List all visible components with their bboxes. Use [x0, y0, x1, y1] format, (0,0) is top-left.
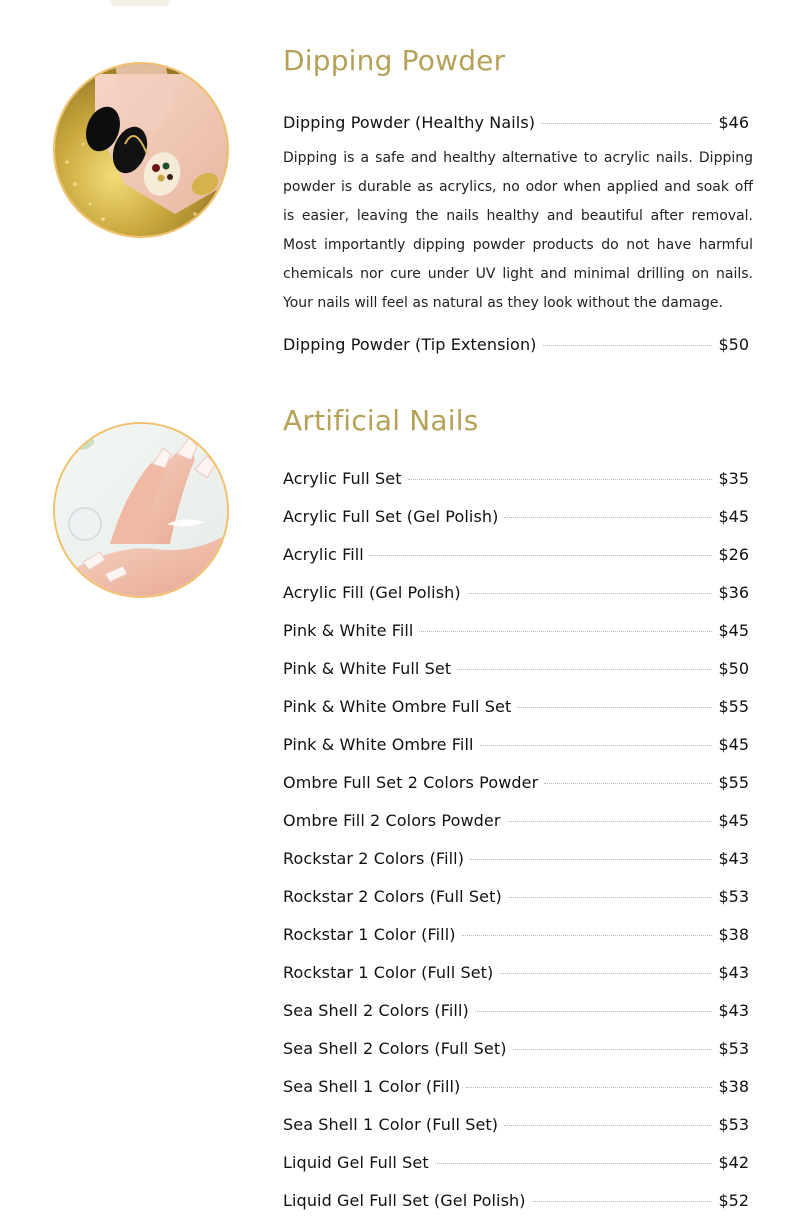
- item-price: $55: [718, 697, 749, 716]
- item-name: Liquid Gel Full Set: [283, 1153, 429, 1172]
- artificial-nails-content: [283, 400, 753, 1220]
- list-item: [283, 802, 749, 840]
- item-name: Pink & White Full Set: [283, 659, 452, 678]
- list-item: [283, 954, 749, 992]
- dotted-leader: [504, 1124, 712, 1126]
- item-name: Sea Shell 2 Colors (Fill): [283, 1001, 469, 1020]
- list-item: [283, 104, 749, 142]
- item-price: $46: [718, 113, 749, 132]
- item-name: Acrylic Fill: [283, 545, 364, 564]
- list-item: [283, 1144, 749, 1182]
- dipping-powder-photo: [53, 62, 229, 238]
- list-item: [283, 916, 749, 954]
- item-name: Ombre Full Set 2 Colors Powder: [283, 773, 539, 792]
- item-price: $50: [718, 335, 749, 354]
- dotted-leader: [470, 858, 712, 860]
- item-name: Rockstar 1 Color (Fill): [283, 925, 456, 944]
- item-name: Dipping Powder (Tip Extension): [283, 335, 537, 354]
- dotted-leader: [480, 744, 713, 746]
- item-name: Rockstar 2 Colors (Full Set): [283, 887, 502, 906]
- list-item: [283, 460, 749, 498]
- dipping-powder-list: [283, 104, 753, 364]
- list-item: [283, 1068, 749, 1106]
- list-item: [283, 878, 749, 916]
- item-name: Rockstar 1 Color (Full Set): [283, 963, 494, 982]
- list-item: [283, 1030, 749, 1068]
- item-name: Ombre Fill 2 Colors Powder: [283, 811, 501, 830]
- item-name: Sea Shell 1 Color (Full Set): [283, 1115, 499, 1134]
- list-item: [283, 326, 749, 364]
- item-name: Pink & White Fill: [283, 621, 414, 640]
- dotted-leader: [517, 706, 712, 708]
- item-price: $43: [718, 849, 749, 868]
- dotted-leader: [513, 1048, 713, 1050]
- dotted-leader: [475, 1010, 713, 1012]
- dotted-leader: [499, 972, 712, 974]
- list-item: [283, 992, 749, 1030]
- artificial-nails-photo: [53, 422, 229, 598]
- dipping-powder-content: [283, 40, 753, 364]
- item-name: Dipping Powder (Healthy Nails): [283, 113, 536, 132]
- item-price: $55: [718, 773, 749, 792]
- dotted-leader: [462, 934, 713, 936]
- dotted-leader: [504, 516, 712, 518]
- list-item: [283, 764, 749, 802]
- item-price: $53: [718, 1039, 749, 1058]
- item-name: Sea Shell 1 Color (Fill): [283, 1077, 461, 1096]
- top-decoration: [110, 0, 170, 6]
- item-price: $52: [718, 1191, 749, 1210]
- glitter-nails-image: [55, 64, 227, 236]
- list-item: [283, 688, 749, 726]
- list-item: [283, 1182, 749, 1220]
- dotted-leader: [408, 478, 713, 480]
- list-item: [283, 498, 749, 536]
- item-price: $42: [718, 1153, 749, 1172]
- item-price: $43: [718, 963, 749, 982]
- item-price: $45: [718, 735, 749, 754]
- list-item: [283, 1106, 749, 1144]
- acrylic-nails-image: [55, 424, 227, 596]
- section-title: Artificial Nails: [283, 404, 479, 437]
- dotted-leader: [544, 782, 712, 784]
- artificial-nails-list: [283, 460, 753, 1220]
- list-item: [283, 840, 749, 878]
- list-item: [283, 574, 749, 612]
- item-price: $36: [718, 583, 749, 602]
- dipping-powder-description: Dipping is a safe and healthy alternative to acrylic nails. Dipping powder is durable as acrylics, no odor when applied and soak off is easier, leaving the nails healthy and beautiful after removal. Most importantly dipping powder products do not have harmful chemicals nor cure under UV light and minimal drilling on nails. Your nails will feel as natural as they look without the damage.: [283, 150, 753, 311]
- dotted-leader: [466, 1086, 712, 1088]
- item-name: Rockstar 2 Colors (Fill): [283, 849, 465, 868]
- item-name: Sea Shell 2 Colors (Full Set): [283, 1039, 507, 1058]
- dotted-leader: [370, 554, 713, 556]
- item-name: Pink & White Ombre Full Set: [283, 697, 512, 716]
- item-price: $45: [718, 507, 749, 526]
- item-price: $53: [718, 887, 749, 906]
- dotted-leader: [541, 122, 712, 124]
- dotted-leader: [457, 668, 712, 670]
- section-title: Dipping Powder: [283, 44, 506, 77]
- item-name: Acrylic Full Set: [283, 469, 402, 488]
- item-name: Liquid Gel Full Set (Gel Polish): [283, 1191, 526, 1210]
- dotted-leader: [508, 896, 713, 898]
- item-price: $45: [718, 621, 749, 640]
- item-name: Pink & White Ombre Fill: [283, 735, 474, 754]
- list-item: [283, 650, 749, 688]
- dotted-leader: [467, 592, 713, 594]
- list-item: [283, 536, 749, 574]
- item-name: Acrylic Full Set (Gel Polish): [283, 507, 499, 526]
- item-price: $43: [718, 1001, 749, 1020]
- list-item: [283, 726, 749, 764]
- dotted-leader: [435, 1162, 713, 1164]
- item-price: $38: [718, 1077, 749, 1096]
- dotted-leader: [543, 344, 713, 346]
- dotted-leader: [419, 630, 712, 632]
- item-price: $35: [718, 469, 749, 488]
- list-item: [283, 612, 749, 650]
- item-price: $26: [718, 545, 749, 564]
- item-price: $53: [718, 1115, 749, 1134]
- dotted-leader: [507, 820, 713, 822]
- item-price: $50: [718, 659, 749, 678]
- item-price: $45: [718, 811, 749, 830]
- item-price: $38: [718, 925, 749, 944]
- dotted-leader: [532, 1200, 713, 1202]
- item-name: Acrylic Fill (Gel Polish): [283, 583, 461, 602]
